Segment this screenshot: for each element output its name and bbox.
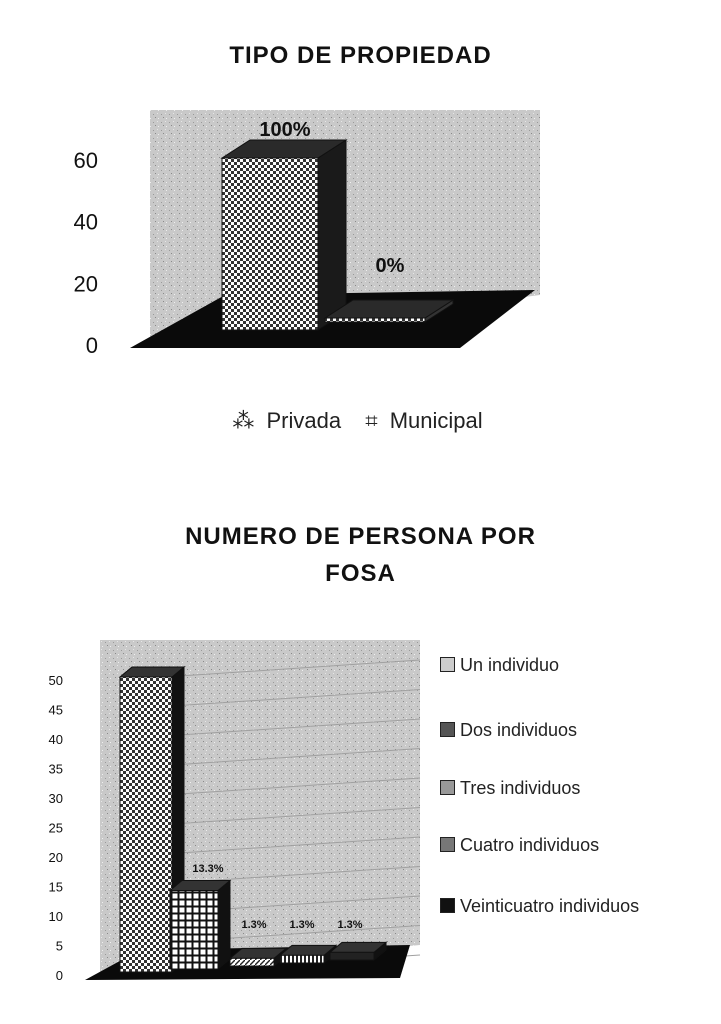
chart1-bar-privada [222,140,346,330]
chart2-bar-veinticuatro-front [330,952,374,960]
chart2-y-tick: 20 [48,850,63,865]
chart1-bar-municipal-front [325,318,425,322]
swatch-icon [440,780,455,795]
chart1-data-label: 0% [375,255,405,277]
chart2-bar-un-top [120,667,184,677]
chart1-y-tick: 40 [73,209,98,235]
chart2-bar-dos-side [218,881,230,969]
chart1-title: TIPO DE PROPIEDAD [229,42,492,69]
swatch-icon [440,837,455,852]
chart1-y-tick: 0 [85,333,98,358]
chart2-y-tick: 10 [48,909,63,924]
chart1-bar-privada-front [222,158,318,330]
chart2-bar-cuatro-front [280,955,324,963]
chart2-y-tick: 30 [48,791,63,806]
chart2-data-label: 1.3% [337,919,363,931]
chart2-bar-cuatro [280,945,336,963]
legend-item-privada: ⁂ Privada [232,408,342,433]
chart2-legend-item-dos-individuos: Dos individuos [440,720,680,741]
legend-item-municipal: ⌗ Municipal [365,408,483,433]
chart2-bar-un-front [120,677,172,972]
swatch-icon [440,722,455,737]
chart2-y-tick: 35 [48,761,63,777]
chart1-legend [0,408,721,434]
chart2-y-tick: 50 [48,673,63,688]
chart2-data-label: 13.3% [192,863,224,875]
chart2-y-tick: 0 [55,968,63,983]
chart1-bar-privada-side [318,140,346,330]
chart2-legend-item-un-individuo: Un individuo [440,655,680,676]
chart2-bar-dos [170,881,230,969]
chart2-bar-tres-front [230,958,274,966]
chart1-y-tick: 20 [73,271,98,297]
chart2-bar-veinticuatro [330,942,386,960]
chart1-data-label: 100% [259,119,311,141]
chart2-legend-item-tres-individuos: Tres individuos [440,778,680,799]
chart2-bar-dos-front [170,891,218,969]
chart2-bar-tres [230,948,286,966]
chart2-y-tick: 40 [48,732,63,747]
chart2-data-label: 1.3% [241,919,267,931]
swatch-icon [440,898,455,913]
chart2-title-line2: FOSA [325,560,396,587]
chart1-y-tick: 60 [73,148,98,173]
chart2-title-line1: NUMERO DE PERSONA POR [185,523,536,550]
chart2-y-tick: 45 [48,702,63,718]
swatch-icon [440,657,455,672]
chart2-y-tick: 25 [48,820,63,836]
chart2-y-tick: 5 [55,938,63,954]
chart2-y-tick: 15 [48,879,63,895]
chart2-legend-item-cuatro-individuos: Cuatro individuos [440,835,680,856]
chart2-data-label: 1.3% [289,919,315,931]
chart2-legend-item-veinticuatro-individuos: Veinticuatro individuos [440,893,680,919]
